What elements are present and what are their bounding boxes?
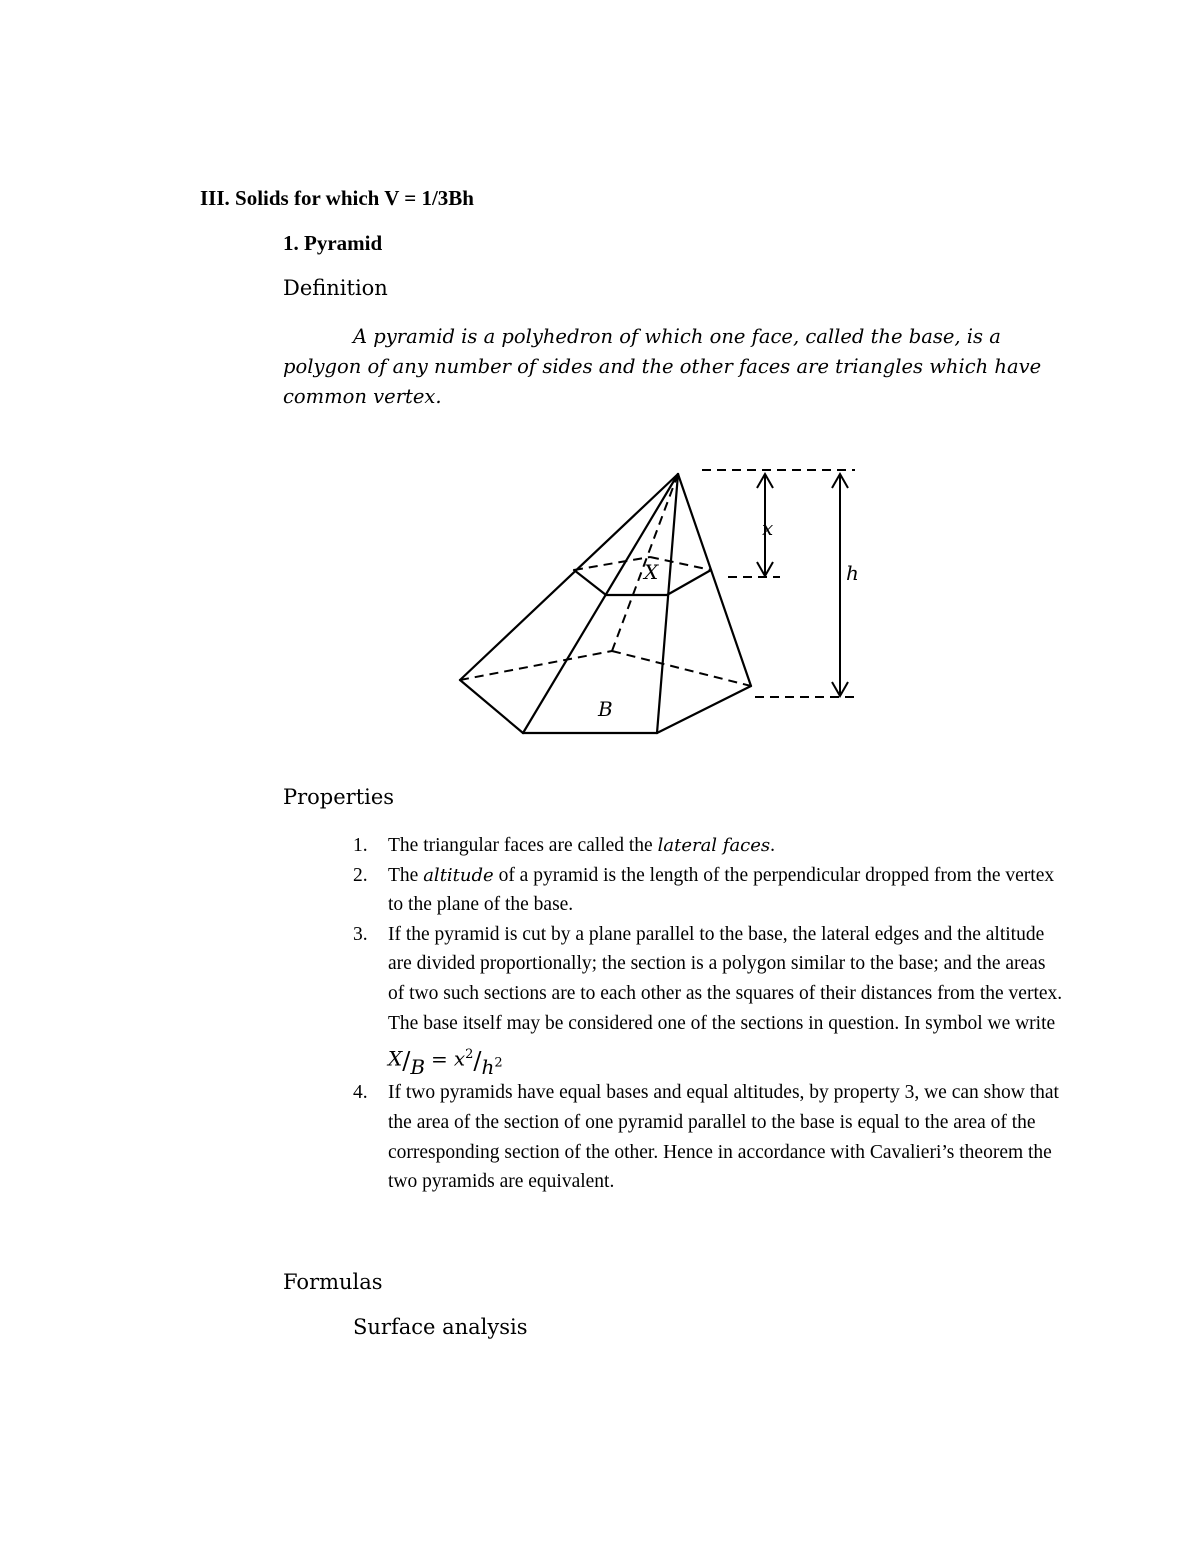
item-text: The [388, 864, 424, 886]
base-edge [460, 680, 523, 733]
list-item [345, 861, 1065, 920]
item-text: If the pyramid is cut by a plane parallel to the base, the lateral edges and the altitude are divided proportionally; the section is a polygon similar to the base; and the areas of two such sections are to each other as the squares of their distances from the vertex. The base itself may be considered one of the sections in question. In symbol we write [388, 923, 1063, 1034]
item-number: 2. [353, 864, 368, 886]
definition-label: Definition [283, 276, 388, 300]
definition-text [283, 322, 1073, 412]
item-text: . [770, 835, 776, 856]
pyramid-figure [440, 460, 870, 750]
list-item [345, 1078, 1065, 1196]
formula-part: B [410, 1054, 426, 1079]
properties-label: Properties [283, 785, 395, 809]
lateral-edge [523, 474, 678, 733]
surface-analysis-label: Surface analysis [353, 1315, 528, 1339]
item-emphasis: lateral faces [657, 835, 771, 856]
list-item [345, 920, 1065, 1079]
label-X: X [644, 560, 659, 584]
hidden-edge [460, 651, 612, 680]
section-heading: III. Solids for which V = 1/3Bh [200, 186, 474, 210]
subsection-heading: 1. Pyramid [283, 231, 383, 255]
item-number: 1. [353, 835, 368, 856]
hidden-edge [574, 557, 650, 570]
formula-part: x [453, 1046, 466, 1071]
formula-part: h [481, 1054, 495, 1079]
item-text: The triangular faces are called the [388, 835, 658, 856]
item-emphasis: altitude [423, 864, 494, 886]
item-text: of a pyramid is the length of the perpendicular dropped from the vertex to the plane of the base. [388, 864, 1055, 916]
label-x: x [762, 516, 774, 540]
formulas-label: Formulas [283, 1270, 383, 1294]
formula-part: 2 [465, 1047, 474, 1063]
hidden-edge [612, 651, 751, 686]
item-number: 4. [353, 1082, 368, 1104]
item-number: 3. [353, 923, 368, 945]
properties-list [345, 831, 1065, 1197]
formula-part: 2 [494, 1055, 503, 1071]
definition-body: A pyramid is a polyhedron of which one face, called the base, is a polygon of any number of sides and the other faces are triangles which have common vertex. [283, 325, 1042, 408]
section-edge [574, 570, 606, 595]
list-item [345, 831, 1065, 861]
ratio-formula: $X/B = x^2/h^2$ [388, 1046, 503, 1079]
label-h: h [846, 561, 859, 585]
formula-part: = [431, 1046, 448, 1071]
formula-part: X [388, 1046, 403, 1071]
item-text: If two pyramids have equal bases and equal altitudes, by property 3, we can show that the area of the section of one pyramid parallel to the base is equal to the area of the corresponding section of the other. Hence in accordance with Cavalieri’s theorem the two pyramids are equivalent. [388, 1082, 1059, 1193]
lateral-edge [678, 474, 751, 686]
base-edge [657, 686, 751, 733]
hidden-edge [650, 557, 711, 570]
section-edge [667, 570, 711, 595]
label-B: B [598, 697, 613, 721]
lateral-edge [657, 474, 678, 733]
